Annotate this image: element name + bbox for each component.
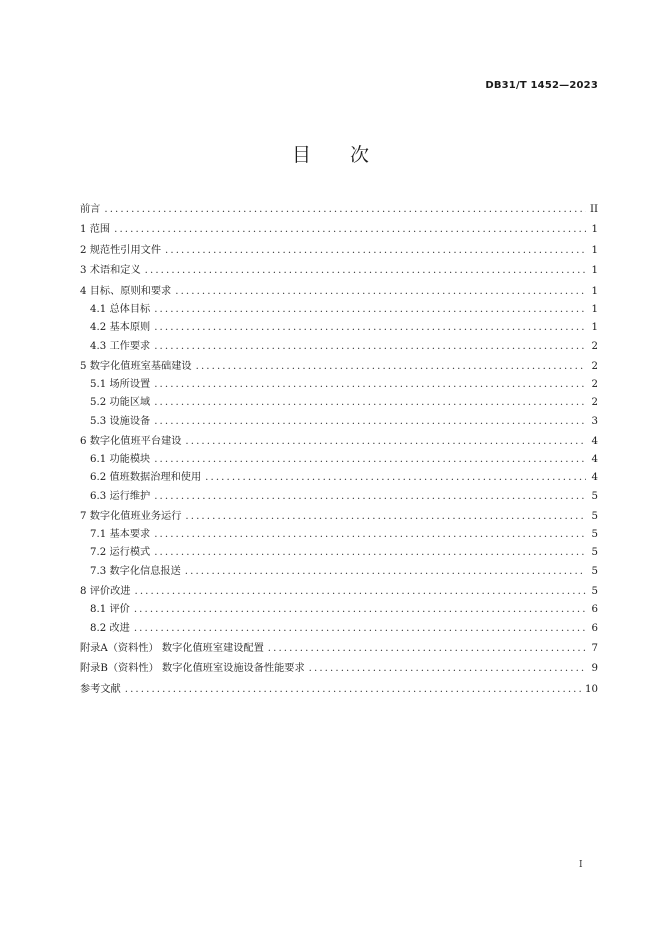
- toc-entry-label: 5.3 设施设备: [90, 415, 151, 427]
- toc-entry-label: 8 评价改进: [80, 586, 131, 598]
- toc-entry[interactable]: [80, 242, 598, 260]
- toc-entry-page: 5: [591, 547, 598, 559]
- toc-entry[interactable]: [80, 508, 598, 526]
- toc-entry-page: 5: [591, 586, 598, 598]
- toc-entry[interactable]: [80, 376, 598, 394]
- toc-leader-dots: [154, 488, 586, 506]
- toc-entry-label: 7.3 数字化信息报送: [90, 565, 181, 577]
- toc-entry-page: 4: [591, 436, 598, 448]
- toc-title-char-1: 目: [291, 144, 312, 166]
- toc-entry-page: 5: [591, 490, 598, 502]
- toc-leader-dots: [154, 338, 586, 356]
- toc-leader-dots: [114, 221, 586, 239]
- toc-entry-page: 1: [591, 244, 598, 256]
- toc-entry-page: II: [589, 204, 598, 215]
- toc-entry-label: 4.2 基本原则: [90, 322, 151, 334]
- toc-entry-label: 7.2 运行模式: [90, 547, 151, 559]
- toc-leader-dots: [154, 413, 586, 431]
- toc-entry-label: 2 规范性引用文件: [80, 244, 162, 256]
- toc-entry-label: 8.2 改进: [90, 622, 130, 634]
- toc-entry-page: 2: [591, 360, 598, 372]
- toc-entry[interactable]: [80, 262, 598, 280]
- toc-leader-dots: [154, 394, 586, 412]
- toc-entry-page: 3: [591, 415, 598, 427]
- toc-entry-page: 1: [591, 224, 598, 236]
- toc-leader-dots: [134, 620, 586, 638]
- toc-leader-dots: [145, 262, 586, 280]
- toc-entry-label: 5.2 功能区域: [90, 397, 151, 409]
- toc-entry[interactable]: [80, 640, 598, 658]
- toc-entry-label: 6 数字化值班平台建设: [80, 436, 182, 448]
- toc-entry-page: 2: [591, 379, 598, 391]
- toc-entry-label: 参考文献: [80, 683, 121, 695]
- toc-entry-label: 附录B（资料性） 数字化值班室设施设备性能要求: [80, 663, 305, 675]
- toc-leader-dots: [154, 526, 586, 544]
- toc-entry-label: 前言: [80, 204, 101, 215]
- toc-leader-dots: [154, 301, 586, 319]
- toc-entry[interactable]: [80, 601, 598, 619]
- toc-entry[interactable]: [80, 488, 598, 506]
- toc-entry-page: 6: [591, 622, 598, 634]
- toc-leader-dots: [185, 563, 586, 581]
- toc-entry-label: 7.1 基本要求: [90, 529, 151, 541]
- toc-entry-label: 5 数字化值班室基础建设: [80, 360, 192, 372]
- toc-leader-dots: [154, 319, 586, 337]
- toc-leader-dots: [165, 242, 586, 260]
- toc-entry[interactable]: [80, 283, 598, 301]
- toc-entry[interactable]: [80, 338, 598, 356]
- toc-entry-label: 7 数字化值班业务运行: [80, 511, 182, 523]
- toc-leader-dots: [154, 376, 586, 394]
- toc-entry-page: 5: [591, 529, 598, 541]
- toc-entry-label: 4.1 总体目标: [90, 304, 151, 316]
- page-number: I: [579, 860, 583, 870]
- toc-entry-page: 1: [591, 265, 598, 277]
- toc-leader-dots: [205, 469, 586, 487]
- toc-entry[interactable]: [80, 583, 598, 601]
- toc-leader-dots: [175, 283, 586, 301]
- toc-leader-dots: [154, 544, 586, 562]
- toc-leader-dots: [154, 451, 586, 469]
- toc-leader-dots: [185, 508, 586, 526]
- toc-title-char-2: 次: [350, 144, 371, 166]
- toc-entry[interactable]: [80, 201, 598, 219]
- toc-entry-page: 9: [591, 663, 598, 675]
- toc-entry-label: 3 术语和定义: [80, 265, 141, 277]
- toc-entry-page: 5: [591, 511, 598, 523]
- toc-list: [80, 201, 598, 699]
- toc-leader-dots: [134, 601, 586, 619]
- toc-leader-dots: [104, 201, 586, 219]
- toc-entry-label: 5.1 场所设置: [90, 379, 151, 391]
- toc-entry-page: 1: [591, 322, 598, 334]
- toc-leader-dots: [196, 358, 586, 376]
- toc-entry-page: 4: [591, 472, 598, 484]
- toc-entry-page: 4: [591, 454, 598, 466]
- toc-entry[interactable]: [80, 544, 598, 562]
- toc-entry-page: 1: [591, 285, 598, 297]
- toc-entry-page: 7: [591, 642, 598, 654]
- toc-entry-label: 8.1 评价: [90, 604, 130, 616]
- toc-entry-label: 6.2 值班数据治理和使用: [90, 472, 202, 484]
- toc-entry-page: 2: [591, 340, 598, 352]
- toc-entry-page: 6: [591, 604, 598, 616]
- toc-entry[interactable]: [80, 433, 598, 451]
- toc-entry-label: 6.3 运行维护: [90, 490, 151, 502]
- toc-leader-dots: [125, 681, 581, 699]
- toc-entry-label: 1 范围: [80, 224, 111, 236]
- toc-entry[interactable]: [80, 563, 598, 581]
- toc-entry[interactable]: [80, 660, 598, 678]
- toc-leader-dots: [134, 583, 586, 601]
- toc-entry-label: 附录A（资料性） 数字化值班室建设配置: [80, 642, 264, 654]
- standard-code: DB31/T 1452—2023: [485, 80, 598, 91]
- toc-leader-dots: [185, 433, 586, 451]
- toc-leader-dots: [268, 640, 586, 658]
- toc-title: [0, 140, 662, 167]
- toc-entry-page: 10: [585, 683, 598, 695]
- toc-entry[interactable]: [80, 451, 598, 469]
- toc-entry-label: 6.1 功能模块: [90, 454, 151, 466]
- toc-entry[interactable]: [80, 394, 598, 412]
- toc-entry[interactable]: [80, 301, 598, 319]
- toc-entry[interactable]: [80, 526, 598, 544]
- toc-entry-page: 2: [591, 397, 598, 409]
- toc-entry[interactable]: [80, 358, 598, 376]
- toc-entry[interactable]: [80, 681, 598, 699]
- toc-entry-label: 4.3 工作要求: [90, 340, 151, 352]
- toc-entry[interactable]: [80, 469, 598, 487]
- toc-entry[interactable]: [80, 221, 598, 239]
- toc-entry-label: 4 目标、原则和要求: [80, 285, 172, 297]
- toc-entry[interactable]: [80, 413, 598, 431]
- toc-entry-page: 1: [591, 304, 598, 316]
- toc-entry-page: 5: [591, 565, 598, 577]
- toc-leader-dots: [309, 660, 586, 678]
- toc-entry[interactable]: [80, 620, 598, 638]
- toc-entry[interactable]: [80, 319, 598, 337]
